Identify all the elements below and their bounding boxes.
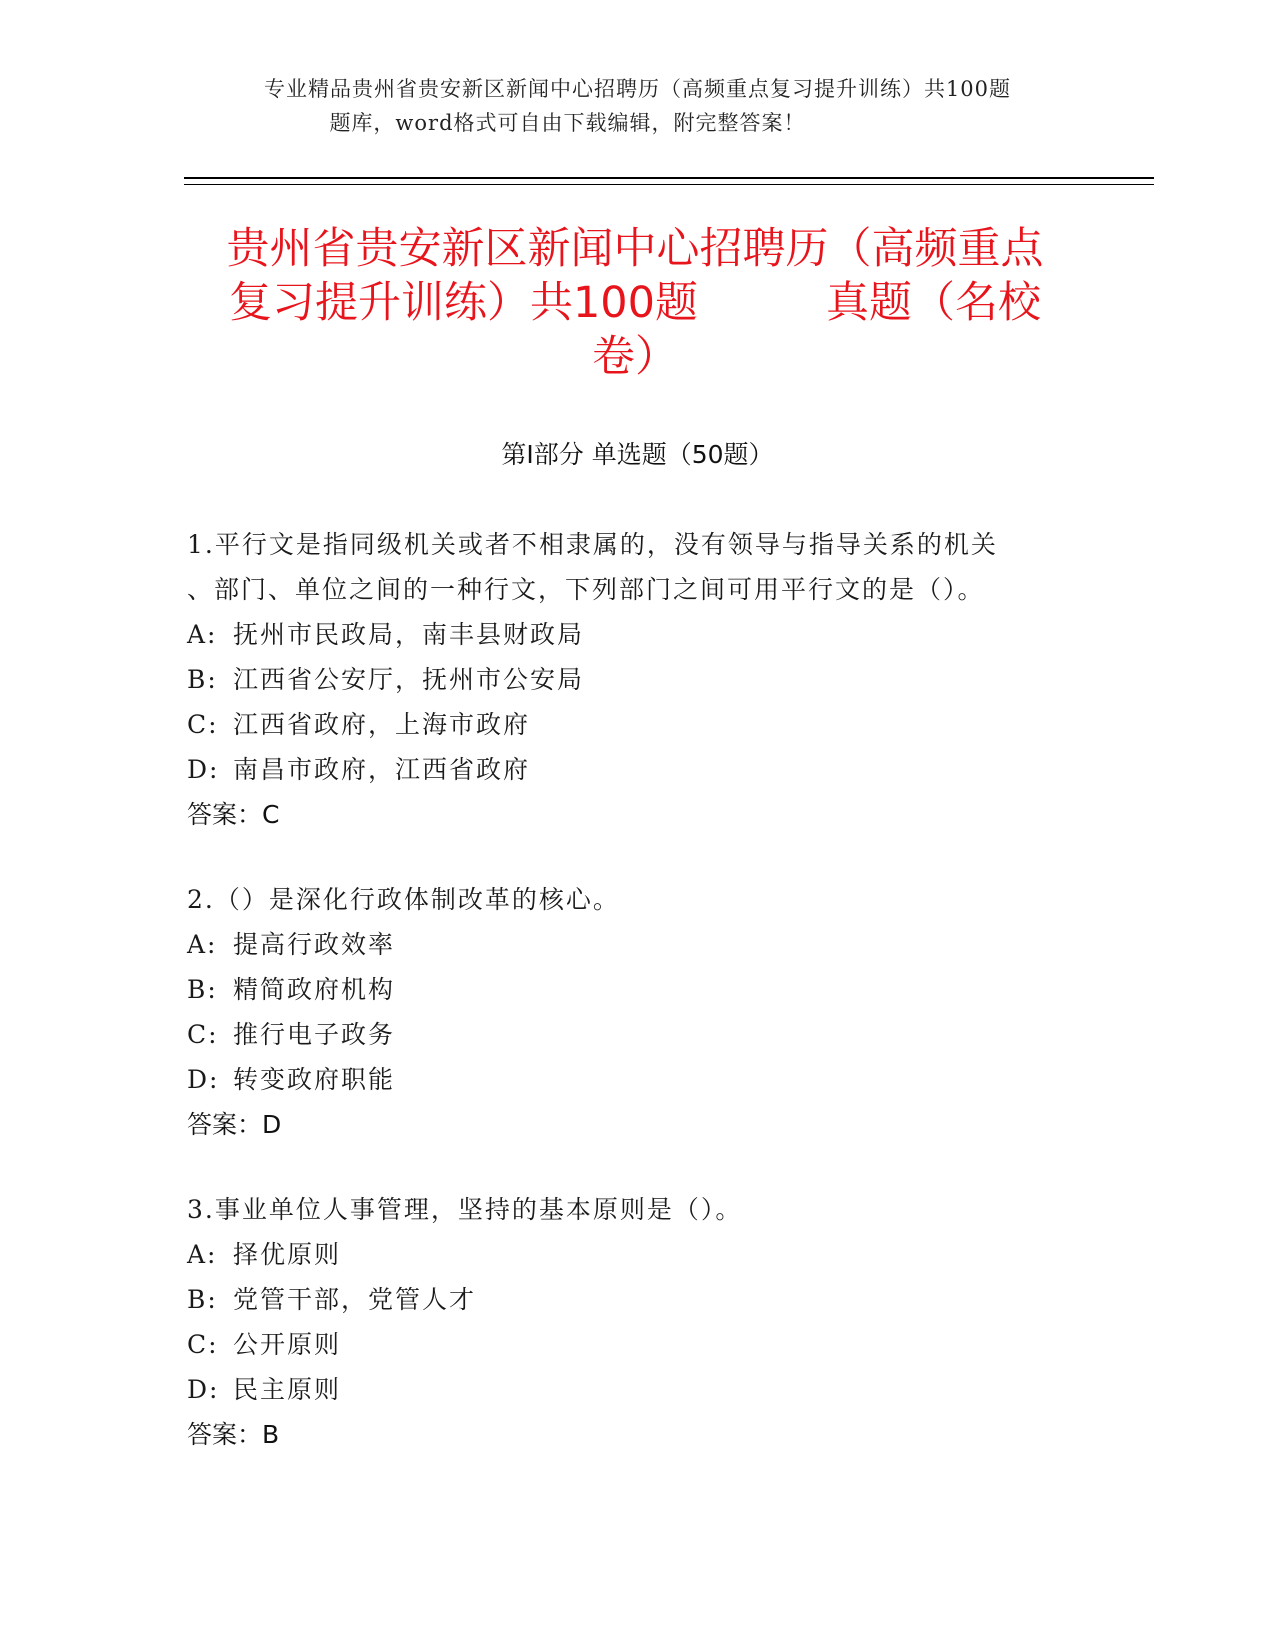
page-title xyxy=(195,222,1075,384)
option-key: A: xyxy=(187,930,218,959)
question-stem-line2: 、部门、单位之间的一种行文，下列部门之间可用平行文的是（）。 xyxy=(187,575,985,604)
option-c xyxy=(187,1322,1087,1367)
header-note-line1: 专业精品贵州省贵安新区新闻中心招聘历（高频重点复习提升训练）共100题 xyxy=(263,77,1012,101)
option-c xyxy=(187,702,1087,747)
answer: 答案：B xyxy=(187,1420,280,1449)
title-line1: 贵州省贵安新区新闻中心招聘历（高频重点 xyxy=(226,224,1044,274)
header-note xyxy=(0,72,1275,140)
question-stem xyxy=(187,522,1087,612)
section-heading: 第Ⅰ部分 单选题（50题） xyxy=(501,440,774,469)
option-text: 公开原则 xyxy=(233,1330,342,1359)
answer: 答案：D xyxy=(187,1110,282,1139)
question-1 xyxy=(187,522,1087,837)
option-b xyxy=(187,657,1087,702)
title-line3: 卷） xyxy=(592,332,678,382)
option-c xyxy=(187,1012,1087,1057)
option-text: 抚州市民政局，南丰县财政局 xyxy=(233,620,585,649)
option-text: 转变政府职能 xyxy=(233,1065,396,1094)
header-rule-thin xyxy=(184,184,1154,185)
header-rule-thick xyxy=(184,177,1154,179)
header-note-line2: 题库，word格式可自由下载编辑，附完整答案！ xyxy=(329,111,806,135)
option-text: 择优原则 xyxy=(233,1240,342,1269)
option-b xyxy=(187,1277,1087,1322)
option-key: A: xyxy=(187,1240,218,1269)
option-d xyxy=(187,1367,1087,1412)
title-line2-part2: 真题（名校 xyxy=(826,278,1042,328)
option-b xyxy=(187,967,1087,1012)
option-key: D: xyxy=(187,1065,220,1094)
option-d xyxy=(187,1057,1087,1102)
title-line2-part1: 复习提升训练）共100题 xyxy=(228,278,699,328)
option-key: C: xyxy=(187,1020,219,1049)
option-d xyxy=(187,747,1087,792)
option-key: B: xyxy=(187,1285,218,1314)
option-text: 提高行政效率 xyxy=(233,930,396,959)
option-key: B: xyxy=(187,665,218,694)
answer: 答案：C xyxy=(187,800,280,829)
option-text: 民主原则 xyxy=(233,1375,342,1404)
option-a xyxy=(187,922,1087,967)
option-key: D: xyxy=(187,1375,220,1404)
question-stem-line1: 3.事业单位人事管理，坚持的基本原则是（）。 xyxy=(187,1195,743,1224)
question-2 xyxy=(187,877,1087,1147)
option-key: C: xyxy=(187,710,219,739)
option-text: 推行电子政务 xyxy=(233,1020,396,1049)
option-a xyxy=(187,612,1087,657)
option-key: A: xyxy=(187,620,218,649)
option-text: 江西省政府，上海市政府 xyxy=(233,710,531,739)
option-text: 江西省公安厅，抚州市公安局 xyxy=(233,665,585,694)
question-stem xyxy=(187,1187,1087,1232)
option-text: 精简政府机构 xyxy=(233,975,396,1004)
option-text: 党管干部，党管人才 xyxy=(233,1285,477,1314)
option-a xyxy=(187,1232,1087,1277)
title-line2 xyxy=(195,276,1075,330)
question-stem xyxy=(187,877,1087,922)
question-3 xyxy=(187,1187,1087,1457)
option-text: 南昌市政府，江西省政府 xyxy=(233,755,531,784)
option-key: B: xyxy=(187,975,218,1004)
question-list xyxy=(187,522,1087,1497)
option-key: D: xyxy=(187,755,220,784)
question-stem-line1: 1.平行文是指同级机关或者不相隶属的，没有领导与指导关系的机关 xyxy=(187,530,998,559)
option-key: C: xyxy=(187,1330,219,1359)
question-stem-line1: 2.（）是深化行政体制改革的核心。 xyxy=(187,885,620,914)
